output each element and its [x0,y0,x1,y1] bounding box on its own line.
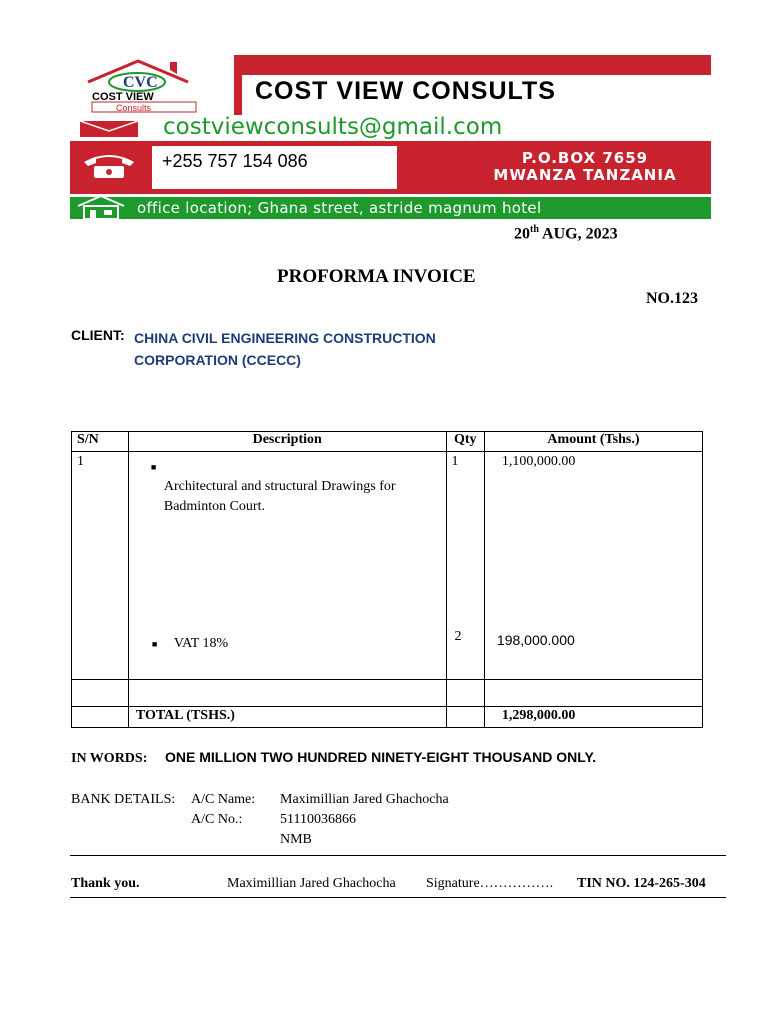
invoice-date: 20th AUG, 2023 [514,224,618,243]
pobox-line1: P.O.BOX 7659 [521,149,649,167]
client-name: CHINA CIVIL ENGINEERING CONSTRUCTION CORPORATION (CCECC) [134,330,436,368]
item-description: ■Architectural and structural Drawings for Badminton Court. [150,462,396,514]
house-icon [76,195,126,221]
table-row [72,452,703,680]
account-name-label: A/C Name: [191,792,256,807]
logo-monogram: CVC [123,74,158,91]
header-sn: S/N [72,432,129,452]
header-qty: Qty [446,432,484,452]
bank-details-label: BANK DETAILS: [71,792,176,807]
phone-icon [80,152,138,180]
table-empty-row [72,680,703,707]
tin-number: TIN NO. 124-265-304 [577,876,706,891]
envelope-icon [80,121,138,137]
company-logo [78,58,218,114]
client-label: CLIENT: [71,327,125,343]
postal-address [470,150,700,184]
footer-divider-bottom [70,897,726,898]
office-location: office location; Ghana street, astride magnum hotel [137,199,542,217]
total-value: 1,298,000.00 [484,707,702,728]
logo-line2: Consults [116,103,152,113]
header-amount: Amount (Tshs.) [484,432,702,452]
company-name: COST VIEW CONSULTS [255,77,556,105]
total-label: TOTAL (TSHS.) [128,707,446,728]
vat-qty: 2 [454,629,462,644]
item-amount: 1,100,000.00 [501,454,576,469]
in-words-label: IN WORDS: [71,751,148,766]
vat-amount: 198,000.000 [496,632,575,648]
footer-divider-top [70,855,726,856]
page-title: PROFORMA INVOICE [277,266,476,287]
signer-name: Maximillian Jared Ghachocha [227,876,396,891]
email-address: costviewconsults@gmail.com [163,114,503,140]
item-qty: 1 [451,454,459,469]
account-name: Maximillian Jared Ghachocha [280,792,449,807]
bank-name: NMB [280,832,312,847]
row-sn: 1 [77,454,84,469]
signature-line: Signature……………. [426,876,554,891]
invoice-table [71,431,703,728]
vat-description: ■ VAT 18% [151,636,229,651]
invoice-number: NO.123 [646,290,698,307]
account-no-label: A/C No.: [191,812,243,827]
account-number: 51110036866 [280,812,356,827]
table-header-row [72,432,703,452]
thank-you: Thank you. [71,876,140,891]
header-description: Description [128,432,446,452]
table-total-row [72,707,703,728]
pobox-line2: MWANZA TANZANIA [493,166,677,184]
logo-line1: COST VIEW [92,91,154,103]
in-words-text: ONE MILLION TWO HUNDRED NINETY-EIGHT THOUSAND ONLY. [165,749,597,765]
phone-number: +255 757 154 086 [162,151,308,171]
